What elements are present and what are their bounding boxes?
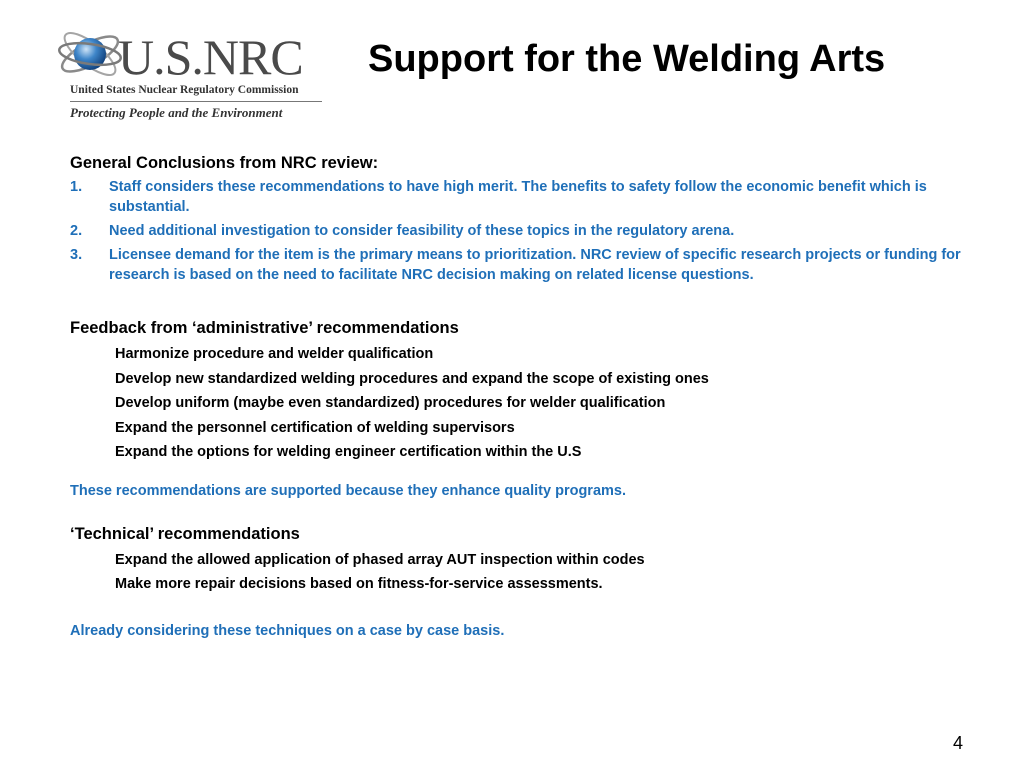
slide-body bbox=[70, 151, 990, 641]
spacer bbox=[70, 289, 990, 316]
list-item: Expand the personnel certification of welding supervisors bbox=[115, 419, 515, 436]
logo-wordmark: U.S.NRC bbox=[118, 29, 303, 85]
list-item-text: Staff considers these recommendations to have high merit. The benefits to safety follow the economic benefit which is substantial. bbox=[109, 179, 927, 215]
list-item bbox=[70, 177, 990, 217]
administrative-heading: Feedback from ‘administrative’ recommendations bbox=[70, 319, 459, 337]
slide-title: Support for the Welding Arts bbox=[368, 38, 886, 80]
list-item: Expand the allowed application of phased array AUT inspection within codes bbox=[115, 551, 645, 568]
spacer bbox=[70, 597, 990, 621]
list-item: Make more repair decisions based on fitness-for-service assessments. bbox=[115, 576, 603, 592]
logo-tagline: Protecting People and the Environment bbox=[70, 105, 283, 120]
logo-agency-name: United States Nuclear Regulatory Commission bbox=[70, 84, 299, 96]
conclusions-heading: General Conclusions from NRC review: bbox=[70, 154, 379, 172]
list-item bbox=[70, 221, 990, 241]
page-number: 4 bbox=[953, 733, 964, 753]
nrc-logo bbox=[56, 20, 326, 124]
list-item: Expand the options for welding engineer certification within the U.S bbox=[115, 444, 582, 460]
technical-heading: ‘Technical’ recommendations bbox=[70, 524, 300, 543]
list-item-number: 2. bbox=[70, 223, 83, 239]
conclusions-list bbox=[70, 177, 990, 285]
list-item-number: 3. bbox=[70, 247, 83, 263]
spacer bbox=[70, 465, 990, 481]
technical-list bbox=[70, 548, 990, 597]
list-item bbox=[70, 245, 990, 285]
list-item-text: Licensee demand for the item is the primary means to prioritization. NRC review of specific research projects or funding for research is based on the need to facilitate NRC decision making on related license questions. bbox=[109, 247, 961, 283]
logo-divider bbox=[70, 101, 322, 102]
spacer bbox=[70, 501, 990, 522]
list-item-text: Need additional investigation to consider feasibility of these topics in the regulatory arena. bbox=[109, 223, 735, 239]
technical-note: Already considering these techniques on a case by case basis. bbox=[70, 622, 505, 639]
administrative-list bbox=[70, 342, 990, 465]
administrative-note: These recommendations are supported because they enhance quality programs. bbox=[70, 482, 626, 499]
list-item-number: 1. bbox=[70, 179, 83, 195]
list-item: Develop uniform (maybe even standardized) procedures for welder qualification bbox=[115, 395, 666, 411]
list-item: Develop new standardized welding procedures and expand the scope of existing ones bbox=[115, 370, 709, 387]
atom-globe-icon bbox=[56, 20, 126, 90]
list-item: Harmonize procedure and welder qualification bbox=[115, 346, 434, 362]
